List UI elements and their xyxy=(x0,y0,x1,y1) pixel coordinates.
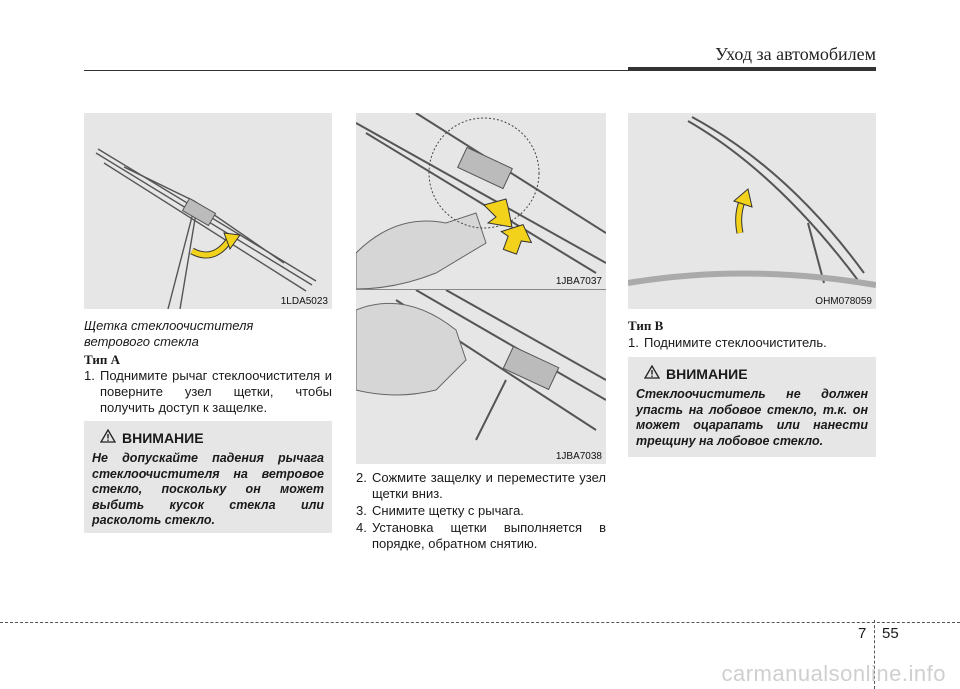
image-code: 1JBA7037 xyxy=(555,276,602,287)
step-text: Сожмите защелку и переместите узел щетки вниз. xyxy=(372,470,606,501)
wiper-clip-drawing xyxy=(356,113,606,289)
caption-line: ветрового стекла xyxy=(84,334,199,349)
header-rule-accent xyxy=(628,67,876,71)
step-text: Поднимите рычаг стеклоочистителя и поверните узел щетки, чтобы получить доступ к защелке. xyxy=(100,368,332,415)
wiper-blade-drawing xyxy=(84,113,332,309)
step-number: 4. xyxy=(356,520,367,535)
step-text: Поднимите стеклоочиститель. xyxy=(644,335,827,350)
footer-rule xyxy=(0,622,960,623)
image-code: 1LDA5023 xyxy=(280,296,328,307)
warning-title-text: ВНИМАНИЕ xyxy=(666,365,748,382)
step-1-type-a xyxy=(84,368,332,416)
wiper-type-b-illustration xyxy=(628,113,876,309)
watermark: carmanualsonline.info xyxy=(721,661,946,686)
caption xyxy=(84,318,253,350)
step-3 xyxy=(356,503,606,519)
image-code: OHM078059 xyxy=(815,296,872,307)
section-title: Уход за автомобилем xyxy=(715,44,876,64)
step-text: Снимите щетку с рычага. xyxy=(372,503,524,518)
step-text: Установка щетки выполняется в порядке, обратном снятию. xyxy=(372,520,606,551)
warning-triangle-icon xyxy=(644,365,660,382)
wiper-type-b-drawing xyxy=(628,113,876,309)
wiper-remove-drawing xyxy=(356,290,606,464)
step-2 xyxy=(356,470,606,502)
warning-title xyxy=(100,429,204,446)
warning-triangle-icon xyxy=(100,429,116,446)
type-a-label: Тип А xyxy=(84,352,120,367)
warning-text: Стеклоочиститель не должен упасть на лобовое стекло, т.к. он может оцарапать или нанести трещину на лобовое стекло. xyxy=(636,387,868,448)
wiper-clip-press-illustration xyxy=(356,113,606,289)
wiper-type-a-illustration xyxy=(84,113,332,309)
step-4 xyxy=(356,520,606,552)
step-number: 1. xyxy=(628,335,639,350)
step-number: 3. xyxy=(356,503,367,518)
step-number: 1. xyxy=(84,368,95,383)
wiper-remove-illustration xyxy=(356,289,606,464)
warning-text: Не допускайте падения рычага стеклоочистителя на ветровое стекло, поскольку он может выбить кусок стекла или расколоть стекло. xyxy=(92,451,324,527)
warning-title xyxy=(644,365,748,382)
page-number: 55 xyxy=(882,625,899,642)
step-number: 2. xyxy=(356,470,367,485)
warning-box-type-b xyxy=(628,357,876,457)
type-b-label: Тип В xyxy=(628,318,664,333)
chapter-number: 7 xyxy=(858,625,867,642)
warning-title-text: ВНИМАНИЕ xyxy=(122,429,204,446)
step-1-type-b xyxy=(628,335,876,351)
image-code: 1JBA7038 xyxy=(555,451,602,462)
warning-box-type-a xyxy=(84,421,332,533)
caption-line: Щетка стеклоочистителя xyxy=(84,318,254,333)
